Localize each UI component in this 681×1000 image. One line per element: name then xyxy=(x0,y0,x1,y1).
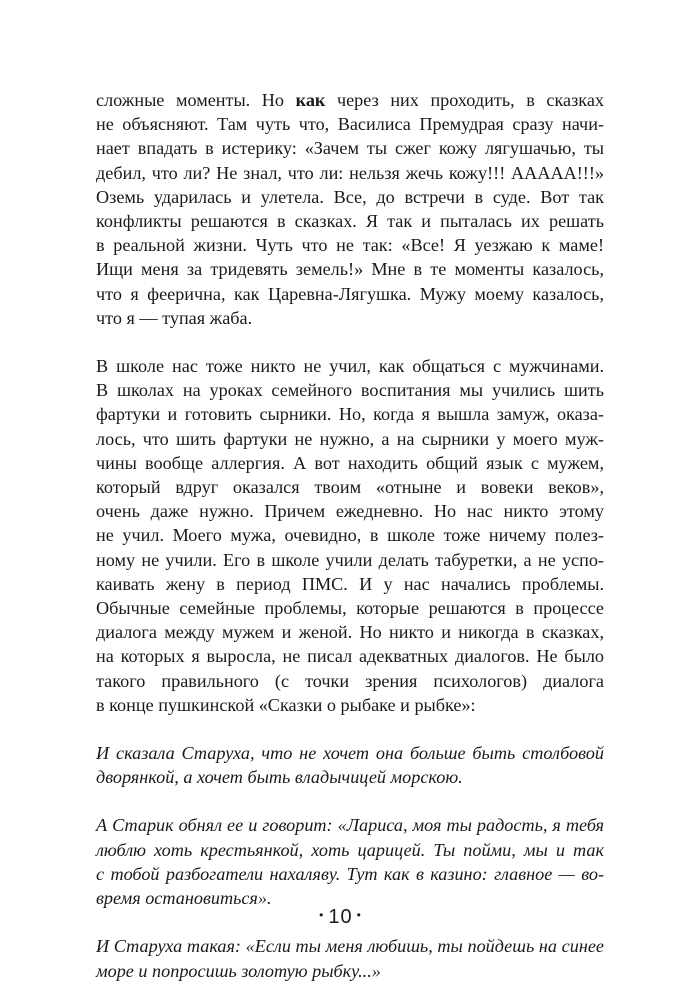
text-line: что я — тупая жаба. xyxy=(96,307,253,328)
text-line: чины вообще аллергия. А вот находить общий язык с мужем, xyxy=(96,452,604,473)
text-line: ному не учили. Его в школе учили делать табуретки, а не успо- xyxy=(96,549,604,570)
text-line: И сказала Старуха, что не хочет она больше быть столбовой xyxy=(96,743,604,764)
text-line: конфликты решаются в сказках. Я так и пыталась их решать xyxy=(96,211,604,232)
folio-dot-right: • xyxy=(356,908,362,922)
text-line: лось, что шить фартуки не нужно, а на сырники у моего муж- xyxy=(96,428,604,449)
text-line: диалога между мужем и женой. Но никто и никогда в сказках, xyxy=(96,622,604,643)
emphasized-word: как xyxy=(295,90,326,110)
text-line: в конце пушкинской «Сказки о рыбаке и рыбке»: xyxy=(96,694,476,715)
text-line: Ищи меня за тридевять земель!» Мне в те моменты казалось, xyxy=(96,259,604,280)
text-line: который вдруг оказался твоим «отныне и вовеки веков», xyxy=(96,477,604,498)
page-number-value: 10 xyxy=(328,906,353,928)
page-number xyxy=(0,906,681,929)
text-line: в реальной жизни. Чуть что не так: «Все! Я уезжаю к маме! xyxy=(96,235,604,256)
text-line: нает впадать в истерику: «Зачем ты сжег кожу лягушачью, ты xyxy=(96,138,604,159)
text-line: не объясняют. Там чуть что, Василиса Премудрая сразу начи- xyxy=(96,114,604,135)
text-line: сложные моменты. Но как через них проходить, в сказках xyxy=(96,90,604,110)
text-line: В школе нас тоже никто не учил, как общаться с мужчинами. xyxy=(96,356,604,377)
text-line: В школах на уроках семейного воспитания мы учились шить xyxy=(96,380,604,401)
text-line: море и попросишь золотую рыбку...» xyxy=(96,960,381,981)
text-line: Оземь ударилась и улетела. Все, до встречи в суде. Вот так xyxy=(96,186,604,207)
text-line: дворянкой, а хочет быть владычицей морскою. xyxy=(96,767,463,788)
text-line: люблю хоть крестьянкой, хоть царицей. Ты пойми, мы и так xyxy=(96,839,604,860)
text-line: время остановиться». xyxy=(96,888,272,909)
text-line: что я феерична, как Царевна-Лягушка. Мужу моему казалось, xyxy=(96,283,604,304)
folio-dot-left: • xyxy=(319,908,325,922)
text-line: такого правильного (с точки зрения психологов) диалога xyxy=(96,670,604,691)
text-line: фартуки и готовить сырники. Но, когда я вышла замуж, оказа- xyxy=(96,404,604,425)
text-line: каивать жену в период ПМС. И у нас начались проблемы. xyxy=(96,573,604,594)
text-line: И Старуха такая: «Если ты меня любишь, ты пойдешь на синее xyxy=(96,936,604,957)
text-line: на которых я выросла, не писал адекватных диалогов. Не было xyxy=(96,646,604,667)
text-line: А Старик обнял ее и говорит: «Лариса, моя ты радость, я тебя xyxy=(96,815,604,836)
text-line: не учил. Моего мужа, очевидно, в школе тоже ничему полез- xyxy=(96,525,604,546)
text-line: дебил, что ли? Не знал, что ли: нельзя жечь кожу!!! ААААА!!!» xyxy=(96,162,604,183)
text-line: Обычные семейные проблемы, которые решаются в процессе xyxy=(96,598,604,619)
text-line: с тобой разбогатели нахаляву. Тут как в казино: главное — во- xyxy=(96,863,604,884)
page-text xyxy=(96,88,604,983)
text-line: очень даже нужно. Причем ежедневно. Но нас никто этому xyxy=(96,501,604,522)
